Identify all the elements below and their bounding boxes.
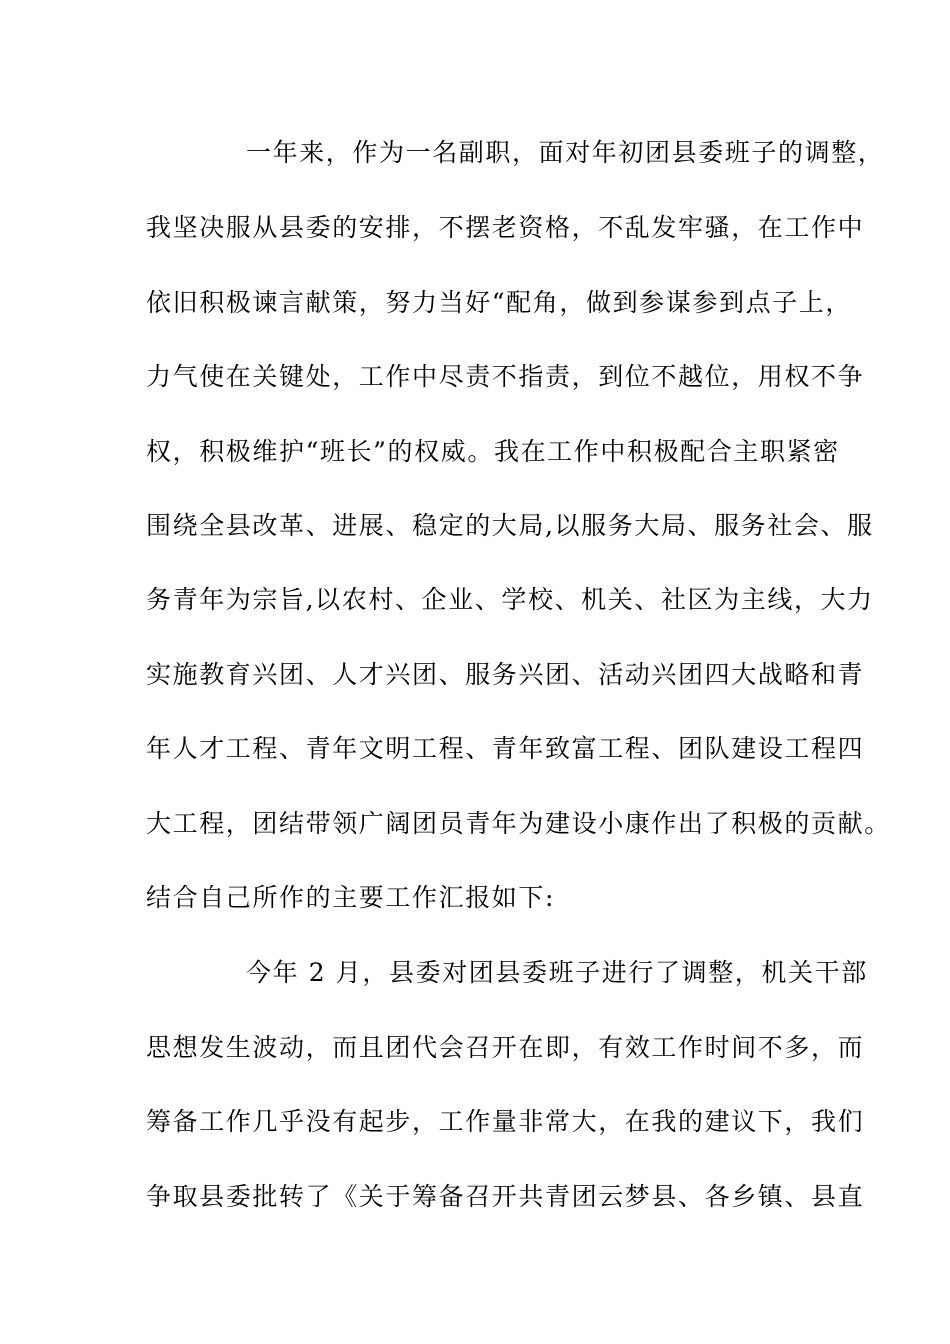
text-line: 我坚决服从县委的安排，不摆老资格，不乱发牢骚，在工作中 <box>146 213 865 242</box>
text-line: 依旧积极谏言献策，努力当好“配角，做到参谋参到点子上， <box>146 288 852 317</box>
text-line: 力气使在关键处，工作中尽责不指责，到位不越位，用权不争 <box>146 362 865 391</box>
text-line: 年人才工程、青年文明工程、青年致富工程、团队建设工程四 <box>146 734 865 763</box>
text-line: 筹备工作几乎没有起步，工作量非常大，在我的建议下，我们 <box>146 1107 865 1136</box>
text-line: 结合自己所作的主要工作汇报如下: <box>146 883 556 912</box>
text-line: 争取县委批转了《关于筹备召开共青团云梦县、各乡镇、县直 <box>146 1182 865 1211</box>
text-line: 权，积极维护“班长”的权威。我在工作中积极配合主职紧密 <box>146 437 840 466</box>
text-line: 实施教育兴团、人才兴团、服务兴团、活动兴团四大战略和青 <box>146 660 865 689</box>
text-line: 今年 2 月，县委对团县委班子进行了调整，机关干部 <box>246 958 868 987</box>
text-line: 务青年为宗旨,以农村、企业、学校、机关、社区为主线，大力 <box>146 585 874 614</box>
text-line: 大工程，团结带领广阔团员青年为建设小康作出了积极的贡献。 <box>146 809 891 838</box>
text-line: 一年来，作为一名副职，面对年初团县委班子的调整， <box>246 138 885 167</box>
text-line: 思想发生波动，而且团代会召开在即，有效工作时间不多，而 <box>146 1033 865 1062</box>
text-line: 围绕全县改革、进展、稳定的大局,以服务大局、服务社会、服 <box>146 511 874 540</box>
